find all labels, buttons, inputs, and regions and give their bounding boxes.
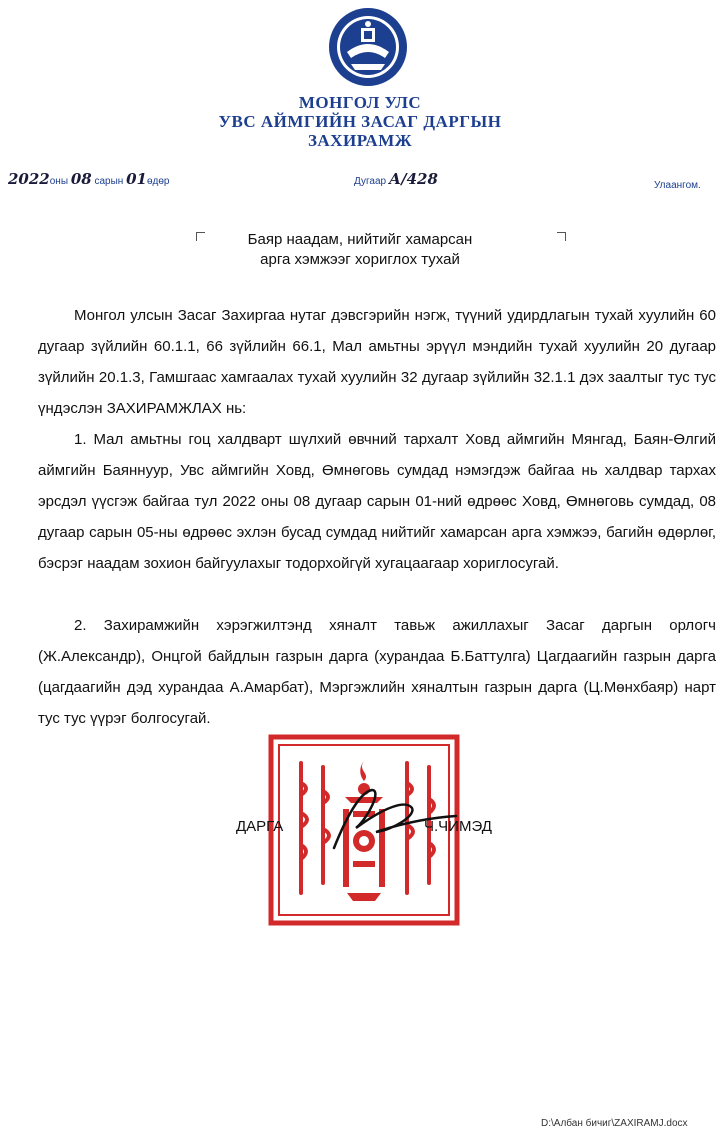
year-label: оны: [49, 176, 69, 187]
signatory-name: Ч.ЧИМЭД: [424, 818, 492, 835]
document-type: ЗАХИРАМЖ: [307, 131, 413, 150]
day-label: өдөр: [146, 176, 170, 187]
date-year: 2022: [8, 170, 50, 188]
month-label: сарын: [94, 176, 124, 187]
subject-line-1: Баяр наадам, нийтийг хамарсан: [247, 231, 473, 248]
subject: [0, 230, 720, 270]
document-number: [354, 170, 438, 188]
signatory-title: ДАРГА: [236, 818, 284, 835]
subject-line-2: арга хэмжээг хориглох тухай: [260, 251, 460, 268]
preamble-paragraph: Монгол улсын Засаг Захиргаа нутаг дэвсгэрийн нэгж, түүний удирдлагын тухай хуулийн 60 дугаар зүйлийн 60.1.1, 66 зүйлийн 66.1, Мал амьтны эрүүл мэндийн тухай хуулийн 20 дугаар зүйлийн 20.1.3, Гамшгаас хамгаалах тухай хуулийн 32 дугаар зүйлийн 32.1.1 дэх заалтыг тус тус үндэслэн ЗАХИРАМЖЛАХ нь:: [38, 307, 716, 417]
handwritten-signature: [316, 778, 466, 858]
state-emblem-icon: [327, 6, 409, 88]
number-label: Дугаар: [354, 176, 387, 187]
date-day: 01: [126, 170, 147, 188]
number-value: А/428: [388, 170, 438, 188]
document-date: [8, 170, 170, 188]
date-month: 08: [70, 170, 92, 188]
org-line-1: МОНГОЛ УЛС: [298, 93, 422, 112]
file-path-footer: D:\Албан бичиг\ZAXIRAMJ.docx: [541, 1118, 688, 1129]
document-city: Улаангом.: [654, 180, 701, 191]
org-line-2: УВС АЙМГИЙН ЗАСАГ ДАРГЫН: [218, 112, 502, 131]
order-item-2: 2. Захирамжийн хэрэгжилтэнд хяналт тавьж ажиллахыг Засаг даргын орлогч (Ж.Александр), Онцгой байдлын газрын дарга (хурандаа Б.Баттулга) Цагдаагийн газрын дарга (цагдаагийн дэд хурандаа А.Амарбат), Мэргэжлийн хяналтын газрын дарга (Ц.Мөнхбаяр) нарт тус тус үүрэг болгосугай.: [38, 617, 716, 727]
order-item-1: 1. Мал амьтны гоц халдварт шүлхий өвчний тархалт Ховд аймгийн Мянгад, Баян-Өлгий аймгийн Баяннуур, Увс аймгийн Ховд, Өмнөговь сумдад нэмэгдэж байгаа нь халдвар тархах эрсдэл үүсгэж байгаа тул 2022 оны 08 дугаар сарын 01-ний өдрөөс Ховд, Өмнөговь сумдад, 08 дугаар сарын 05-ны өдрөөс эхлэн бусад сумдад нийтийг хамарсан арга хэмжээ, багийн өдөрлөг, бэсрэг наадам зохион байгуулахыг тодорхойгүй хугацаагаар хориглосугай.: [38, 431, 716, 572]
